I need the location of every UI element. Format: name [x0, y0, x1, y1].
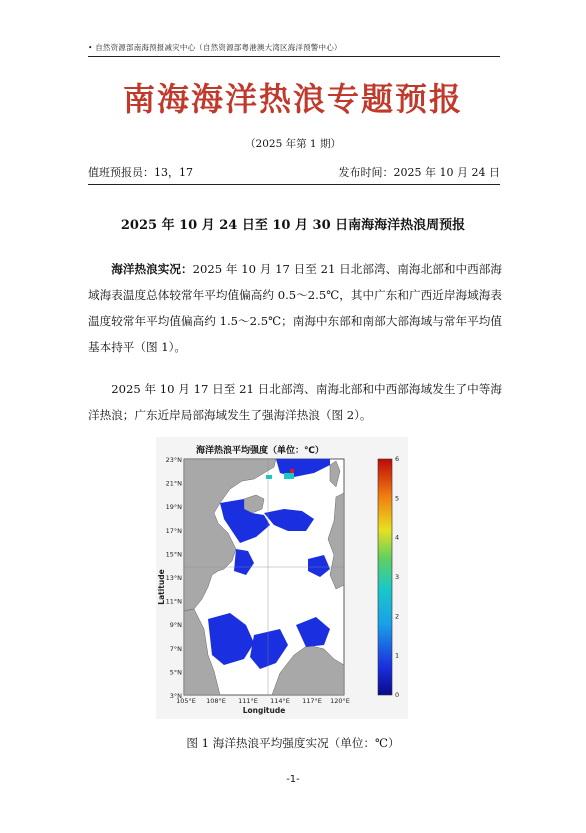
lon-tick: 114°E: [270, 697, 290, 705]
y-axis-label: Latitude: [157, 569, 166, 605]
lon-tick: 108°E: [206, 697, 226, 705]
lat-tick: 17°N: [165, 526, 182, 535]
lat-tick: 5°N: [169, 668, 182, 677]
colorbar-tick: 2: [395, 612, 400, 621]
lat-tick: 15°N: [165, 550, 182, 559]
page-number: -1-: [286, 774, 300, 785]
organization-header: • 自然资源部南海预报减灾中心（自然资源部粤港澳大湾区海洋预警中心）: [88, 43, 342, 52]
forecaster-info: 值班预报员：13，17: [88, 166, 193, 179]
paragraph-text: 2025 年 10 月 17 日至 21 日北部湾、南海北部和中西部海域海表温度总体较常年平均值偏高约 0.5～2.5℃，其中广东和广西近岸海域海表温度较常年平均值偏高约 1.5～2.5℃；南海中东部和南部大部海域与常年平均值基本持平（图 1）。: [88, 262, 502, 354]
colorbar-tick: 0: [395, 691, 400, 699]
patch-mid-guangdong: [284, 473, 294, 479]
paragraph-observation: [88, 256, 502, 360]
figure-caption: 图 1 海洋热浪平均强度实况（单位：℃）: [186, 736, 400, 750]
release-time: 发布时间：2025 年 10 月 24 日: [338, 166, 500, 179]
patch-mid-guangxi: [266, 475, 272, 479]
map-svg: [156, 437, 408, 719]
colorbar: [378, 459, 392, 695]
heatwave-map-figure: [156, 437, 408, 719]
x-axis-label: Longitude: [242, 706, 286, 715]
map-title: 海洋热浪平均强度（单位：℃）: [196, 446, 324, 456]
lat-tick: 19°N: [165, 503, 182, 512]
header-divider: [88, 56, 500, 57]
heatwave-patches-high: [290, 469, 294, 473]
colorbar-tick: 1: [395, 651, 400, 660]
lat-tick: 21°N: [165, 479, 182, 488]
colorbar-tick: 4: [395, 533, 400, 542]
colorbar-tick: 5: [395, 494, 400, 503]
meta-divider: [88, 184, 500, 185]
paragraph-heatwave: 2025 年 10 月 17 日至 21 日北部湾、南海北部和中西部海域发生了中等海洋热浪；广东近岸局部海域发生了强海洋热浪（图 2）。: [88, 382, 502, 422]
lat-tick: 7°N: [169, 644, 182, 653]
lat-tick: 13°N: [165, 574, 182, 582]
patch-high-guangdong: [290, 469, 294, 473]
colorbar-tick: 6: [395, 455, 400, 463]
lat-tick: 9°N: [169, 621, 182, 630]
document-title: 南海海洋热浪专题预报: [122, 80, 463, 118]
lon-tick: 111°E: [238, 697, 258, 705]
map-plot: [166, 456, 350, 715]
lon-tick: 117°E: [302, 697, 322, 705]
lat-tick: 23°N: [165, 456, 182, 464]
lat-tick: 3°N: [169, 692, 182, 700]
paragraph-lead: 海洋热浪实况：: [111, 262, 193, 276]
section-subtitle: 2025 年 10 月 24 日至 10 月 30 日南海海洋热浪周预报: [120, 218, 466, 233]
issue-number: （2025 年第 1 期）: [245, 138, 341, 150]
colorbar-tick: 3: [395, 573, 400, 581]
lat-tick: 11°N: [165, 597, 182, 606]
lon-tick: 105°E: [176, 697, 196, 705]
lon-tick: 120°E: [330, 697, 350, 705]
